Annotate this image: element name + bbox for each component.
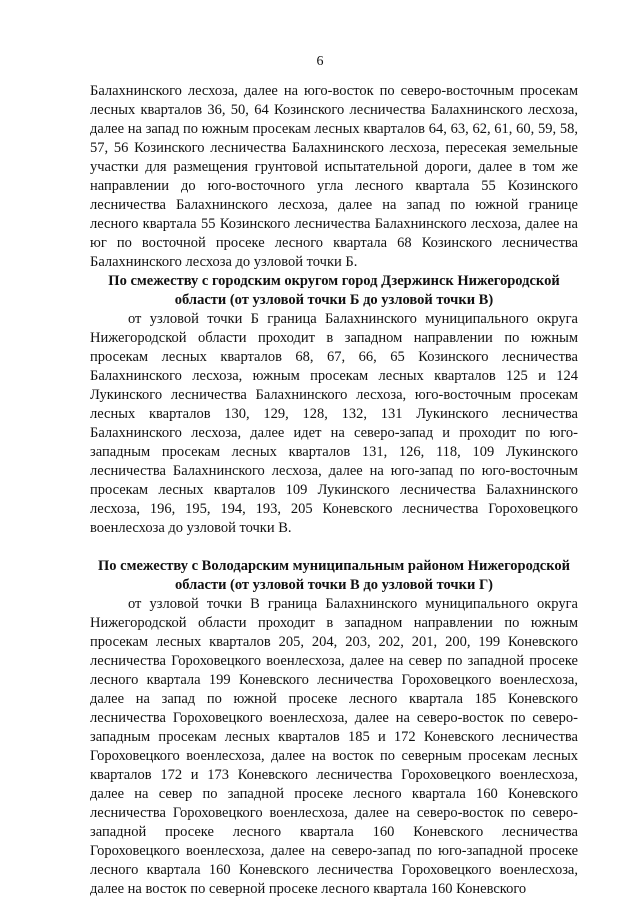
- section-heading-line: области (от узловой точки В до узловой точки Г): [174, 577, 494, 593]
- section-heading-line: По смежеству с городским округом город Дзержинск Нижегородской: [108, 273, 560, 289]
- section-heading-volodarsky: [90, 557, 578, 595]
- paragraph-continued: Балахнинского лесхоза, далее на юго-восток по северо-восточным просекам лесных кварталов 36, 50, 64 Козинского лесничества Балахнинского лесхоза, далее на запад по южным просекам лесных кварталов 64, 63, 62, 61, 60, 59, 58, 57, 56 Козинского лесничества Балахнинского лесхоза, пересекая земельные участки для размещения грунтовой испытательной дороги, далее в том же направлении до юго-восточного угла лесного квартала 55 Козинского лесничества Балахнинского лесхоза, далее на запад по южной границе лесного квартала 55 Козинского лесничества Балахнинского лесхоза, далее на юг по восточной просеке лесного квартала 68 Козинского лесничества Балахнинского лесхоза до узловой точки Б.: [90, 83, 578, 270]
- section-heading-line: По смежеству с Володарским муниципальным районом Нижегородской: [98, 558, 570, 574]
- document-body: [90, 82, 578, 899]
- section-heading-line: области (от узловой точки Б до узловой точки В): [174, 292, 494, 308]
- page-number: 6: [316, 54, 324, 69]
- paragraph-gap: [90, 538, 578, 557]
- paragraph-dzerzhinsk-boundary: от узловой точки Б граница Балахнинского муниципального округа Нижегородской области проходит в западном направлении по южным просекам лесных кварталов 68, 67, 66, 65 Козинского лесничества Балахнинского лесхоза, южным просекам лесных кварталов 125 и 124 Лукинского лесничества Балахнинского лесхоза, юго-восточным просекам лесных кварталов 130, 129, 128, 132, 131 Лукинского лесничества Балахнинского лесхоза, далее идет на северо-запад и проходит по юго-западным просекам лесных кварталов 131, 126, 118, 109 Лукинского лесничества Балахнинского лесхоза, далее на юго-запад по юго-восточным просекам лесных кварталов 109 Лукинского лесничества Балахнинского лесхоза, 196, 195, 194, 193, 205 Коневского лесничества Гороховецкого военлесхоза до узловой точки В.: [90, 311, 578, 536]
- paragraph-volodarsky-boundary: от узловой точки В граница Балахнинского муниципального округа Нижегородской области проходит в западном направлении по южным просекам лесных кварталов 205, 204, 203, 202, 201, 200, 199 Коневского лесничества Гороховецкого военлесхоза, далее на север по западной просеке лесного квартала 199 Коневского лесничества Гороховецкого военлесхоза, далее на запад по южной просеке лесного квартала 185 Коневского лесничества Гороховецкого военлесхоза, далее на северо-восток по северо-западным просекам лесных кварталов 185 и 172 Коневского лесничества Гороховецкого военлесхоза, далее на восток по северным просекам лесных кварталов 172 и 173 Коневского лесничества Гороховецкого военлесхоза, далее на север по западной просеке лесного квартала 160 Коневского лесничества Гороховецкого военлесхоза, далее на северо-восток по северо-западной просеке лесного квартала 160 Коневского лесничества Гороховецкого военлесхоза, далее на северо-запад по юго-западной просеке лесного квартала 160 Коневского лесничества Гороховецкого военлесхоза, далее на восток по северной просеке лесного квартала 160 Коневского: [90, 596, 578, 897]
- section-heading-dzerzhinsk: [90, 272, 578, 310]
